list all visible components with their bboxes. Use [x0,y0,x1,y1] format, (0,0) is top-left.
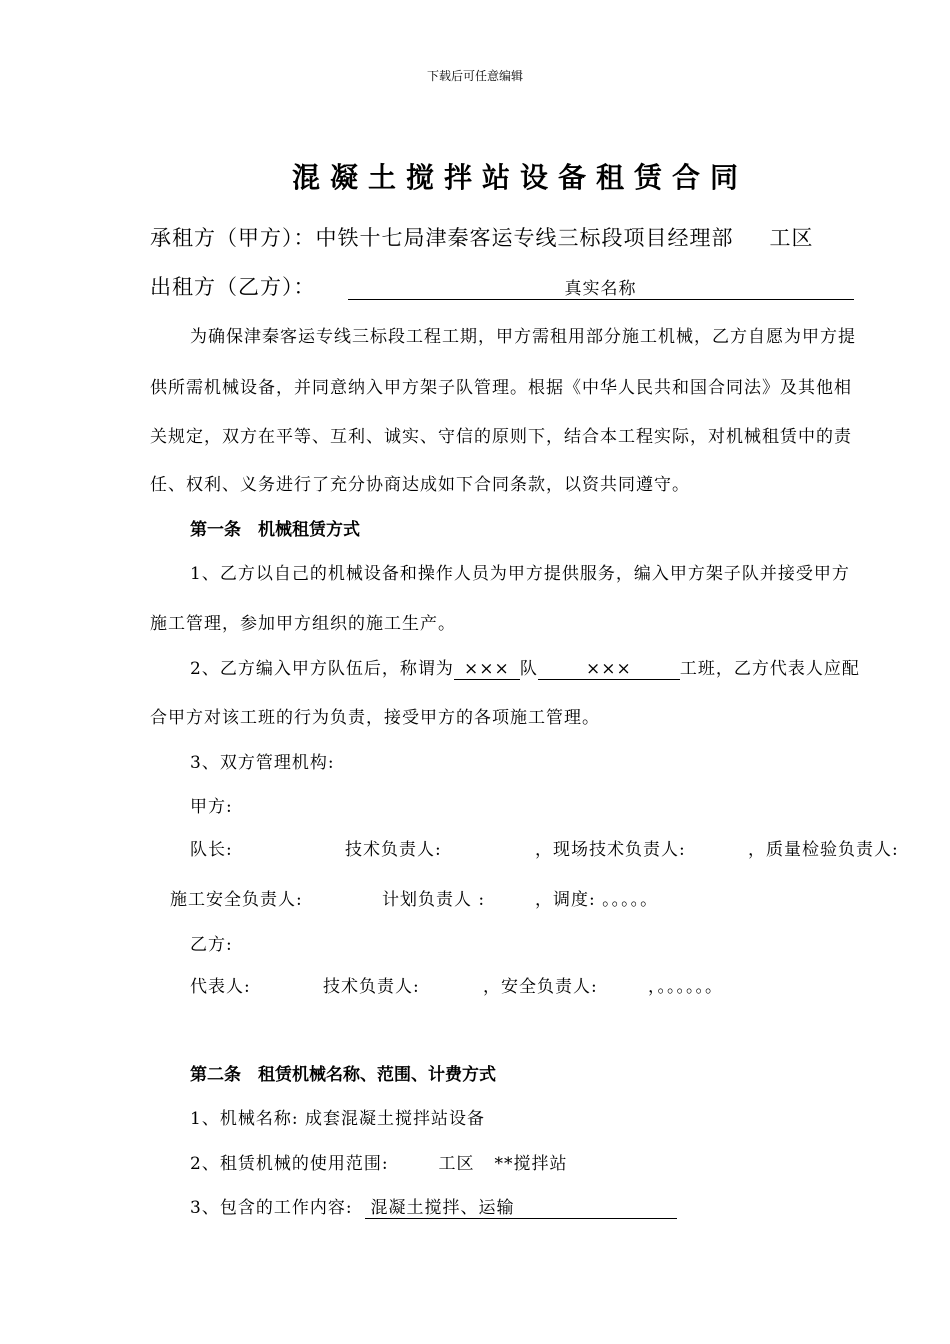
contract-title: 混凝土搅拌站设备租赁合同 [291,161,748,194]
team-name: ××× [454,659,520,680]
party-b-tech: 技术负责人: [323,977,420,997]
article1-item3: 3、双方管理机构: [190,753,335,773]
article1-item1-line2: 施工管理，参加甲方组织的施工生产。 [150,614,456,634]
article2-item3 [190,1193,677,1219]
article2-heading: 第二条 租赁机械名称、范围、计费方式 [190,1065,496,1085]
lessee-name: 中铁十七局津秦客运专线三标段项目经理部 [315,226,734,250]
work-content-label: 3、包含的工作内容: [190,1198,353,1218]
article1-item2-line2: 合甲方对该工班的行为负责，接受甲方的各项施工管理。 [150,708,600,728]
lessor-line [150,271,854,301]
lessee-label: 承租方（甲方）： [150,226,316,250]
party-b-etc: ，。。。。。。 [648,977,723,997]
article1-heading: 第一条 机械租赁方式 [190,520,360,540]
group-name: ××× [538,659,680,680]
usage-range-label: 2、租赁机械的使用范围: [190,1154,389,1174]
team-suffix: 队 [519,659,538,679]
party-a-label: 甲方: [190,797,233,817]
item2-suffix: 工班，乙方代表人应配 [679,659,860,679]
intro-line-4: 任、权利、义务进行了充分协商达成如下合同条款，以资共同遵守。 [150,475,690,495]
article1-item1-line1: 1、乙方以自己的机械设备和操作人员为甲方提供服务，编入甲方架子队并接受甲方 [190,564,850,584]
article1-item2-line1 [190,654,860,680]
item2-prefix: 2、乙方编入甲方队伍后，称谓为 [190,659,454,679]
party-a-safety: 施工安全负责人: [170,890,303,910]
party-a-captain: 队长: [190,840,233,860]
work-content-value: 混凝土搅拌、运输 [365,1193,677,1219]
party-b-label: 乙方: [190,935,233,955]
lessor-label: 出租方（乙方）： [150,275,316,299]
party-b-safety: ，安全负责人: [483,977,598,997]
article2-item2 [190,1149,568,1174]
party-b-rep: 代表人: [190,977,251,997]
party-a-dispatch: ，调度: 。。。。。 [535,890,659,910]
party-a-plan: 计划负责人 : [382,890,486,910]
intro-line-1: 为确保津秦客运专线三标段工程工期，甲方需租用部分施工机械，乙方自愿为甲方提 [190,327,856,347]
intro-line-2: 供所需机械设备，并同意纳入甲方架子队管理。根据《中华人民共和国合同法》及其他相 [150,378,852,398]
lessee-line [150,222,814,252]
party-a-quality: ，质量检验负责人: [748,840,899,860]
article2-item1: 1、机械名称: 成套混凝土搅拌站设备 [190,1109,485,1129]
lessor-name: 真实名称 [348,274,854,300]
intro-line-3: 关规定，双方在平等、互利、诚实、守信的原则下，结合本工程实际，对机械租赁中的责 [150,427,852,447]
party-a-tech: 技术负责人: [345,840,442,860]
page-header-note: 下载后可任意编辑 [426,69,523,83]
party-a-site-tech: ，现场技术负责人: [535,840,686,860]
usage-area: 工区 [438,1154,475,1174]
lessee-suffix: 工区 [769,226,814,250]
usage-station: **搅拌站 [494,1154,568,1174]
